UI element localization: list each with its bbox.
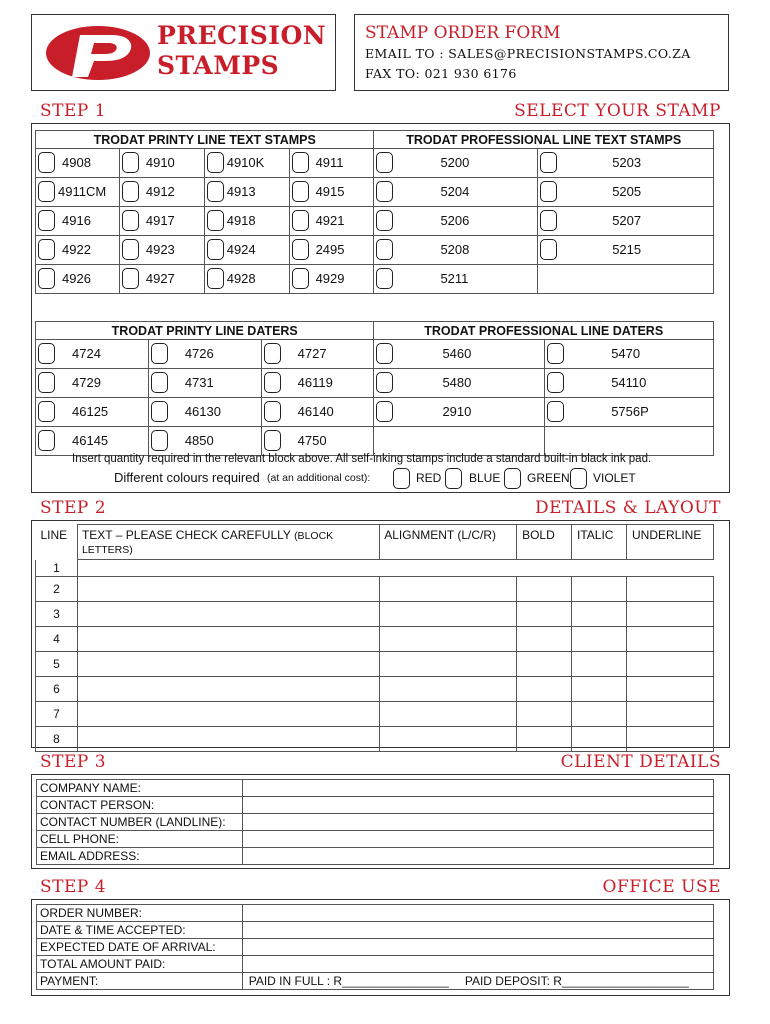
office-field-label: ORDER NUMBER:	[37, 905, 243, 922]
dater-model-label: 4850	[184, 433, 214, 448]
colour-green-label: GREEN	[527, 471, 570, 485]
brand-line-1: PRECISION	[157, 21, 327, 50]
step2-subtitle: DETAILS & LAYOUT	[534, 498, 721, 518]
dater-model-label: 5470	[611, 346, 641, 361]
client-field-row	[37, 780, 714, 797]
client-field-row	[37, 797, 714, 814]
dater-model-label: 4726	[184, 346, 214, 361]
pro-text-title: TRODAT PROFESSIONAL LINE TEXT STAMPS	[374, 131, 714, 149]
colour-blue-label: BLUE	[469, 471, 501, 485]
paid-in-full-field[interactable]: PAID IN FULL : R________________	[248, 974, 449, 988]
italic-input-cell[interactable]	[572, 602, 627, 627]
dater-checkbox[interactable]	[151, 430, 168, 451]
text-input-cell[interactable]	[77, 627, 379, 652]
dater-model-label: 46130	[184, 404, 221, 419]
stamp-model-label: 4923	[145, 242, 175, 257]
italic-input-cell[interactable]	[572, 652, 627, 677]
line-number: 8	[36, 727, 78, 752]
stamp-model-label: 4910	[145, 155, 175, 170]
dater-checkbox[interactable]	[38, 372, 55, 393]
dater-checkbox[interactable]	[151, 372, 168, 393]
dater-checkbox[interactable]	[264, 401, 281, 422]
office-field-row	[37, 973, 714, 990]
colour-violet-label: VIOLET	[593, 471, 636, 485]
layout-row	[36, 560, 714, 577]
stamp-model-label: 5200	[440, 155, 470, 170]
line-number: 7	[36, 702, 78, 727]
step4-title: STEP 4	[40, 877, 107, 897]
office-field-input[interactable]	[242, 905, 713, 922]
dater-model-label: 5460	[442, 346, 472, 361]
stamp-checkbox[interactable]	[122, 210, 139, 231]
alignment-input-cell[interactable]	[380, 727, 517, 752]
bold-col-head: BOLD	[517, 525, 572, 560]
text-stamp-row	[36, 207, 714, 236]
dater-checkbox[interactable]	[376, 401, 393, 422]
empty-cell	[374, 427, 544, 455]
alignment-col-head: ALIGNMENT (L/C/R)	[380, 525, 517, 560]
stamp-model-label: 5215	[612, 242, 642, 257]
empty-cell	[545, 427, 713, 455]
stamp-checkbox[interactable]	[540, 152, 557, 173]
text-input-cell[interactable]	[77, 577, 379, 602]
bold-input-cell[interactable]	[517, 727, 572, 752]
pro-dater-title: TRODAT PROFESSIONAL LINE DATERS	[374, 322, 714, 340]
dater-model-label: 4724	[72, 346, 101, 361]
stamp-model-label: 4915	[315, 184, 345, 199]
stamp-model-label: 4908	[62, 155, 91, 170]
dater-checkbox[interactable]	[264, 343, 281, 364]
office-field-row	[37, 939, 714, 956]
text-col-head: TEXT – PLEASE CHECK CAREFULLY (BLOCK LETTERS)	[77, 525, 379, 560]
office-field-row	[37, 956, 714, 973]
layout-row	[36, 652, 714, 677]
dater-checkbox[interactable]	[38, 430, 55, 451]
layout-row	[36, 677, 714, 702]
stamp-checkbox[interactable]	[38, 152, 55, 173]
printy-text-title: TRODAT PRINTY LINE TEXT STAMPS	[36, 131, 374, 149]
stamp-model-label: 4922	[62, 242, 91, 257]
layout-row	[36, 702, 714, 727]
alignment-input-cell[interactable]	[380, 677, 517, 702]
step1-subtitle: SELECT YOUR STAMP	[514, 101, 721, 121]
client-field-label: EMAIL ADDRESS:	[37, 848, 243, 865]
stamp-checkbox[interactable]	[292, 268, 309, 289]
underline-input-cell[interactable]	[626, 602, 713, 627]
italic-input-cell[interactable]	[572, 677, 627, 702]
layout-row	[36, 577, 714, 602]
stamp-checkbox[interactable]	[38, 210, 55, 231]
text-stamp-row	[36, 178, 714, 207]
dater-checkbox[interactable]	[264, 430, 281, 451]
stamp-checkbox[interactable]	[376, 239, 393, 260]
dater-model-label: 46119	[297, 375, 333, 390]
text-stamps-table	[35, 130, 714, 294]
stamp-checkbox[interactable]	[122, 181, 139, 202]
colour-red-checkbox[interactable]	[393, 468, 410, 489]
office-field-label: TOTAL AMOUNT PAID:	[37, 956, 243, 973]
stamp-model-label: 4911	[315, 155, 344, 170]
bold-input-cell[interactable]	[517, 577, 572, 602]
underline-input-cell[interactable]	[626, 727, 713, 752]
client-field-input[interactable]	[242, 814, 713, 831]
layout-row	[36, 627, 714, 652]
text-input-cell[interactable]	[77, 702, 379, 727]
text-input-cell[interactable]	[77, 652, 379, 677]
office-field-label: PAYMENT:	[37, 973, 243, 990]
dater-row	[36, 340, 714, 369]
office-field-input[interactable]	[242, 922, 713, 939]
stamp-checkbox[interactable]	[38, 181, 55, 202]
stamp-checkbox[interactable]	[292, 239, 309, 260]
bold-input-cell[interactable]	[517, 702, 572, 727]
stamp-checkbox[interactable]	[38, 239, 55, 260]
stamp-model-label: 5204	[440, 184, 470, 199]
step3-subtitle: CLIENT DETAILS	[560, 752, 721, 772]
dater-model-label: 4729	[72, 375, 101, 390]
stamp-model-label: 5203	[612, 155, 642, 170]
text-stamp-row	[36, 149, 714, 178]
colour-blue-checkbox[interactable]	[445, 468, 462, 489]
client-field-label: CONTACT NUMBER (LANDLINE):	[37, 814, 243, 831]
bold-input-cell[interactable]	[517, 652, 572, 677]
stamp-checkbox[interactable]	[292, 152, 309, 173]
stamp-checkbox[interactable]	[376, 152, 393, 173]
stamp-model-label: 4912	[145, 184, 175, 199]
dater-model-label: 4727	[297, 346, 327, 361]
stamp-checkbox[interactable]	[122, 152, 139, 173]
dater-checkbox[interactable]	[264, 372, 281, 393]
fax-line: FAX TO: 021 930 6176	[365, 66, 517, 81]
office-field-label: EXPECTED DATE OF ARRIVAL:	[37, 939, 243, 956]
line-number: 6	[36, 677, 78, 702]
underline-input-cell[interactable]	[626, 677, 713, 702]
dater-checkbox[interactable]	[151, 343, 168, 364]
brand-line-2: STAMPS	[157, 51, 280, 80]
step4-subtitle: OFFICE USE	[602, 877, 721, 897]
stamp-checkbox[interactable]	[207, 268, 224, 289]
printy-dater-title: TRODAT PRINTY LINE DATERS	[36, 322, 374, 340]
step2-title: STEP 2	[40, 498, 107, 518]
bold-input-cell[interactable]	[517, 627, 572, 652]
text-input-cell[interactable]	[77, 677, 379, 702]
stamp-model-label: 4927	[145, 271, 175, 286]
italic-input-cell[interactable]	[572, 727, 627, 752]
layout-table	[35, 524, 714, 752]
dater-model-label: 5756P	[611, 404, 649, 419]
stamp-checkbox[interactable]	[122, 268, 139, 289]
stamp-model-label: 5206	[440, 213, 470, 228]
stamp-model-label: 4924	[226, 242, 256, 257]
stamp-checkbox[interactable]	[38, 268, 55, 289]
stamp-model-label: 4928	[226, 271, 256, 286]
payment-input[interactable]	[242, 973, 713, 990]
dater-model-label: 54110	[611, 375, 647, 390]
stamp-checkbox[interactable]	[207, 181, 224, 202]
dater-model-label: 46145	[72, 433, 109, 448]
dater-row	[36, 369, 714, 398]
colour-violet-checkbox[interactable]	[570, 468, 587, 489]
line-col-head: LINE	[40, 527, 68, 542]
bold-input-cell[interactable]	[517, 602, 572, 627]
stamp-model-label: 5208	[440, 242, 470, 257]
stamp-model-label: 4916	[62, 213, 91, 228]
office-field-row	[37, 922, 714, 939]
colour-red-label: RED	[416, 471, 442, 485]
dater-model-label: 46125	[72, 404, 109, 419]
logo-box	[31, 14, 336, 91]
client-field-input[interactable]	[242, 848, 713, 865]
stamp-checkbox[interactable]	[540, 181, 557, 202]
stamp-checkbox[interactable]	[207, 152, 224, 173]
stamp-model-label: 5205	[612, 184, 642, 199]
office-field-label: DATE & TIME ACCEPTED:	[37, 922, 243, 939]
stamp-model-label: 2495	[315, 242, 345, 257]
stamp-checkbox[interactable]	[540, 239, 557, 260]
client-field-input[interactable]	[242, 780, 713, 797]
stamp-checkbox[interactable]	[207, 239, 224, 260]
email-line: EMAIL TO : SALES@PRECISIONSTAMPS.CO.ZA	[365, 46, 691, 61]
text-stamp-row	[36, 265, 714, 294]
underline-input-cell[interactable]	[626, 577, 713, 602]
colours-sub: (at an additional cost):	[267, 472, 371, 484]
alignment-input-cell[interactable]	[380, 602, 517, 627]
client-field-input[interactable]	[242, 831, 713, 848]
dater-model-label: 4731	[184, 375, 214, 390]
dater-checkbox[interactable]	[376, 372, 393, 393]
italic-input-cell[interactable]	[572, 577, 627, 602]
stamp-model-label: 4910K	[226, 155, 265, 170]
dater-checkbox[interactable]	[547, 401, 564, 422]
dater-model-label: 5480	[442, 375, 472, 390]
underline-input-cell[interactable]	[626, 702, 713, 727]
client-field-row	[37, 831, 714, 848]
client-field-row	[37, 814, 714, 831]
dater-model-label: 4750	[297, 433, 327, 448]
dater-checkbox[interactable]	[38, 401, 55, 422]
underline-input-cell[interactable]	[626, 652, 713, 677]
stamp-model-label: 4926	[62, 271, 91, 286]
stamp-model-label: 4921	[315, 213, 345, 228]
form-header-box	[354, 14, 729, 91]
stamp-checkbox[interactable]	[376, 268, 393, 289]
text-input-cell[interactable]	[77, 602, 379, 627]
office-field-row	[37, 905, 714, 922]
step1-title: STEP 1	[40, 101, 107, 121]
line-number: 5	[36, 652, 78, 677]
empty-cell	[538, 265, 713, 293]
office-field-input[interactable]	[242, 956, 713, 973]
stamp-model-label: 5207	[612, 213, 642, 228]
stamp-checkbox[interactable]	[376, 181, 393, 202]
colours-row	[114, 466, 714, 492]
colours-label: Different colours required	[114, 470, 260, 485]
stamp-checkbox[interactable]	[292, 181, 309, 202]
stamp-model-label: 5211	[440, 271, 469, 286]
stamp-model-label: 4917	[145, 213, 175, 228]
client-field-label: COMPANY NAME:	[37, 780, 243, 797]
dater-model-label: 46140	[297, 404, 334, 419]
alignment-input-cell[interactable]	[380, 627, 517, 652]
office-table	[36, 904, 714, 990]
stamp-model-label: 4911CM	[58, 184, 107, 199]
ink-note: Insert quantity required in the relevant block above. All self-inking stamps include a standard built-in black ink pad.	[72, 453, 652, 465]
stamp-checkbox[interactable]	[376, 210, 393, 231]
dater-row	[36, 427, 714, 456]
stamp-checkbox[interactable]	[540, 210, 557, 231]
bold-input-cell[interactable]	[517, 677, 572, 702]
stamp-checkbox[interactable]	[292, 210, 309, 231]
client-field-label: CELL PHONE:	[37, 831, 243, 848]
dater-checkbox[interactable]	[547, 372, 564, 393]
client-field-row	[37, 848, 714, 865]
italic-input-cell[interactable]	[572, 627, 627, 652]
alignment-input-cell[interactable]	[380, 702, 517, 727]
paid-deposit-field[interactable]: PAID DEPOSIT: R___________________	[464, 974, 689, 988]
step3-title: STEP 3	[40, 752, 107, 772]
italic-col-head: ITALIC	[572, 525, 627, 560]
text-input-cell[interactable]	[77, 727, 379, 752]
stamp-model-label: 4913	[226, 184, 256, 199]
daters-table	[35, 321, 714, 456]
dater-checkbox[interactable]	[376, 343, 393, 364]
stamp-checkbox[interactable]	[122, 239, 139, 260]
colour-green-checkbox[interactable]	[504, 468, 521, 489]
alignment-input-cell[interactable]	[380, 652, 517, 677]
underline-col-head: UNDERLINE	[626, 525, 713, 560]
stamp-checkbox[interactable]	[207, 210, 224, 231]
line-number: 1	[36, 560, 78, 577]
underline-input-cell[interactable]	[626, 627, 713, 652]
line-number: 2	[36, 577, 78, 602]
dater-checkbox[interactable]	[151, 401, 168, 422]
client-field-input[interactable]	[242, 797, 713, 814]
client-table	[36, 779, 714, 865]
line-number: 3	[36, 602, 78, 627]
office-field-input[interactable]	[242, 939, 713, 956]
client-field-label: CONTACT PERSON:	[37, 797, 243, 814]
alignment-input-cell[interactable]	[380, 577, 517, 602]
dater-row	[36, 398, 714, 427]
text-stamp-row	[36, 236, 714, 265]
form-title: STAMP ORDER FORM	[365, 23, 561, 43]
stamp-model-label: 4929	[315, 271, 345, 286]
dater-checkbox[interactable]	[547, 343, 564, 364]
layout-row	[36, 727, 714, 752]
italic-input-cell[interactable]	[572, 702, 627, 727]
stamp-model-label: 4918	[226, 213, 256, 228]
precision-stamps-logo-icon	[42, 21, 154, 85]
dater-checkbox[interactable]	[38, 343, 55, 364]
line-number: 4	[36, 627, 78, 652]
dater-model-label: 2910	[442, 404, 472, 419]
layout-row	[36, 602, 714, 627]
